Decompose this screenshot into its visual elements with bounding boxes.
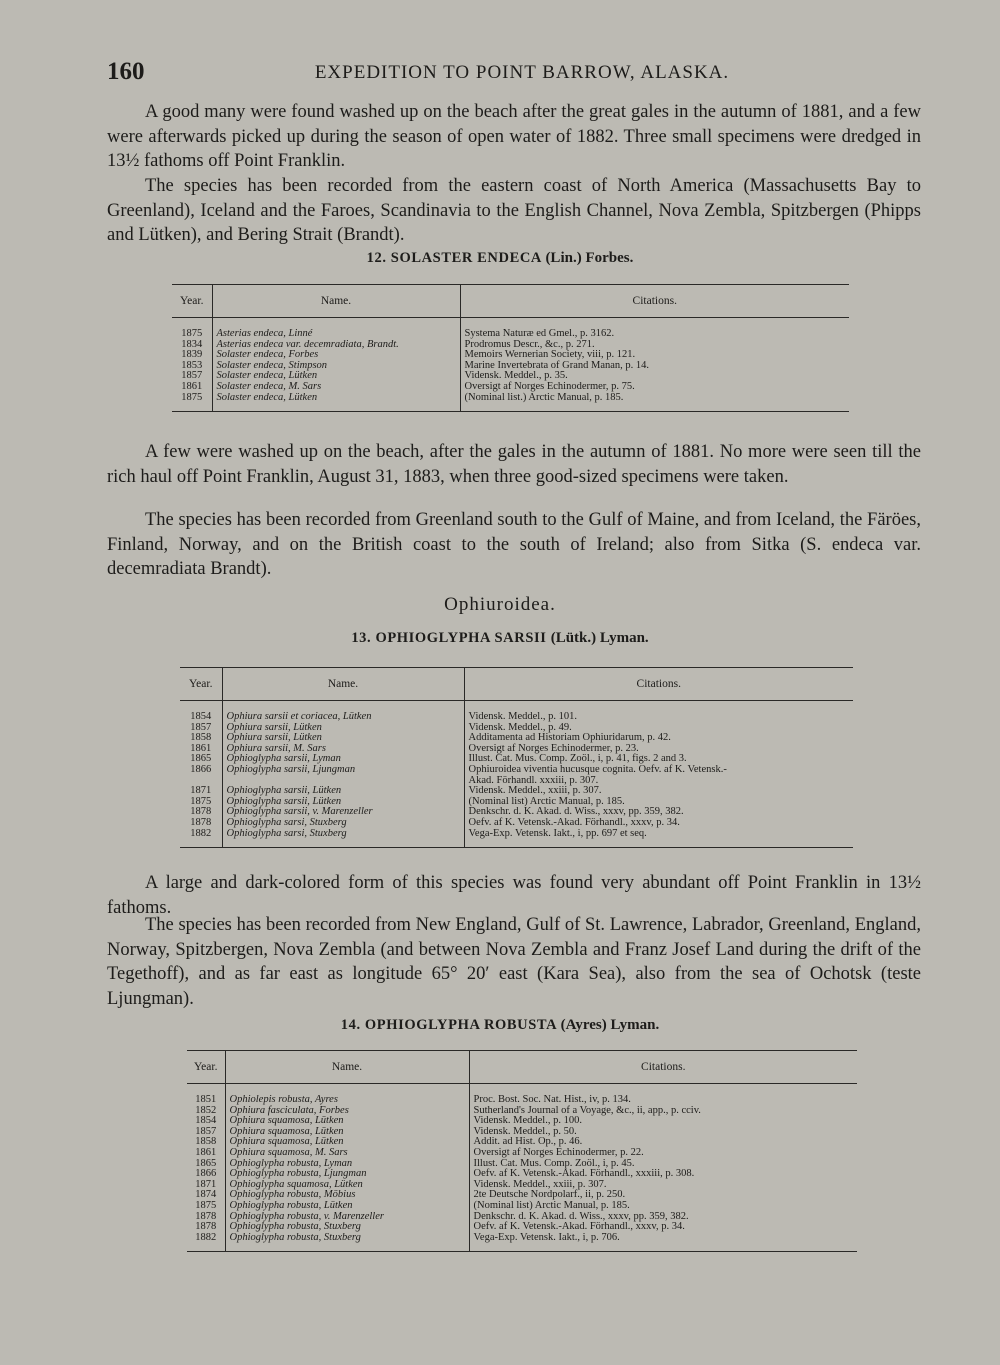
name-cell: Ophioglypha robusta, Stuxberg: [225, 1222, 469, 1233]
column-header: Name.: [225, 1051, 469, 1084]
species-name: 14. OPHIOGLYPHA ROBUSTA: [340, 1017, 557, 1033]
paragraph: The species has been recorded from the eastern coast of North America (Massachusetts Bay to Greenland), Iceland and the Faroes, Scandinavia to the English Channel, Nova Zembla, Spitzbergen (Phipps and Lütken), and Bering Strait (Brandt).: [107, 176, 921, 245]
year-cell: 1865: [187, 1159, 225, 1170]
name-cell: Ophiura squamosa, Lütken: [225, 1127, 469, 1138]
table-row: [187, 1148, 857, 1159]
citation-cell: (Nominal list) Arctic Manual, p. 185.: [468, 795, 625, 807]
year-cell: 1871: [180, 786, 222, 797]
citation-cell: Akad. Förhandl. xxxiii, p. 307.: [468, 774, 599, 786]
table-row: [172, 393, 849, 412]
paragraph: A few were washed up on the beach, after the gales in the autumn of 1881. No more were seen till the rich haul off Point Franklin, August 31, 1883, when three good-sized specimens were taken.: [107, 442, 921, 487]
year-cell: 1865: [180, 754, 222, 765]
year-cell: 1878: [187, 1222, 225, 1233]
name-cell: Ophioglypha robusta, Möbius: [225, 1190, 469, 1201]
citation-cell: Illust. Cat. Mus. Comp. Zoöl., i, p. 45.: [473, 1157, 635, 1169]
name-cell: Ophiura sarsii, Lütken: [222, 723, 464, 734]
citation-cell: Oversigt af Norges Echinodermer, p. 23.: [468, 742, 639, 754]
name-cell: Ophioglypha robusta, Ljungman: [225, 1169, 469, 1180]
name-cell: Ophioglypha robusta, v. Marenzeller: [225, 1212, 469, 1223]
name-cell: Ophiura squamosa, M. Sars: [225, 1148, 469, 1159]
year-cell: 1852: [187, 1106, 225, 1117]
name-cell: Asterias endeca var. decemradiata, Brandt.: [212, 340, 460, 351]
column-header: Year.: [172, 285, 212, 318]
column-header: Name.: [212, 285, 460, 318]
name-cell: Ophioglypha sarsii, Lyman: [222, 754, 464, 765]
year-cell: 1866: [180, 765, 222, 776]
name-cell: Ophiura squamosa, Lütken: [225, 1116, 469, 1127]
year-cell: 1854: [187, 1116, 225, 1127]
species-heading: [0, 250, 1000, 267]
citation-cell: Denkschr. d. K. Akad. d. Wiss., xxxv, pp. 359, 382.: [473, 1210, 689, 1222]
name-cell: Ophioglypha squamosa, Lütken: [225, 1180, 469, 1191]
year-cell: 1878: [180, 807, 222, 818]
column-header: Year.: [180, 668, 222, 701]
table-row: [180, 765, 853, 776]
citation-cell: Oversigt af Norges Echinodermer, p. 22.: [473, 1146, 644, 1158]
table-row: [180, 818, 853, 829]
citation-cell: Oversigt af Norges Echinodermer, p. 75.: [464, 380, 635, 392]
paragraph: A large and dark-colored form of this species was found very abundant off Point Franklin in 13½ fathoms.: [107, 873, 921, 918]
column-header: Year.: [187, 1051, 225, 1084]
year-cell: 1875: [172, 318, 212, 340]
year-cell: 1861: [180, 744, 222, 755]
species-heading: [0, 630, 1000, 647]
year-cell: 1875: [187, 1201, 225, 1212]
name-cell: Solaster endeca, M. Sars: [212, 382, 460, 393]
name-cell: Ophiura fasciculata, Forbes: [225, 1106, 469, 1117]
year-cell: 1857: [180, 723, 222, 734]
name-cell: Ophiura sarsii et coriacea, Lütken: [222, 701, 464, 723]
name-cell: Ophioglypha sarsi, Stuxberg: [222, 818, 464, 829]
year-cell: 1878: [187, 1212, 225, 1223]
name-cell: Solaster endeca, Forbes: [212, 350, 460, 361]
citation-cell: Sutherland's Journal of a Voyage, &c., ii, app., p. cciv.: [473, 1104, 701, 1116]
name-cell: Ophioglypha sarsii, Lütken: [222, 786, 464, 797]
citation-cell: Oefv. af K. Vetensk.-Akad. Förhandl., xxxv, p. 34.: [468, 816, 680, 828]
name-cell: Ophioglypha robusta, Stuxberg: [225, 1233, 469, 1252]
year-cell: 1882: [187, 1233, 225, 1252]
section-heading: Ophiuroidea.: [444, 594, 556, 615]
citation-cell: Oefv. af K. Vetensk.-Akad. Förhandl., xxxiii, p. 308.: [473, 1168, 695, 1180]
name-cell: Solaster endeca, Stimpson: [212, 361, 460, 372]
citation-cell: Vidensk. Meddel., xxiii, p. 307.: [473, 1178, 607, 1190]
name-cell: Solaster endeca, Lütken: [212, 393, 460, 412]
citation-cell: (Nominal list.) Arctic Manual, p. 185.: [464, 391, 624, 403]
name-cell: Ophiura sarsii, Lütken: [222, 733, 464, 744]
year-cell: 1875: [180, 797, 222, 808]
citation-cell: Vega-Exp. Vetensk. Iakt., i, p. 706.: [473, 1231, 620, 1243]
citation-table: [187, 1050, 857, 1252]
year-cell: 1866: [187, 1169, 225, 1180]
column-header: Citations.: [469, 1051, 857, 1084]
page-number: 160: [107, 58, 145, 85]
year-cell: 1857: [187, 1127, 225, 1138]
year-cell: 1861: [187, 1148, 225, 1159]
citation-cell: Vidensk. Meddel., p. 50.: [473, 1125, 577, 1137]
page-header: [107, 58, 937, 88]
name-cell: Ophioglypha sarsi, Stuxberg: [222, 829, 464, 848]
paragraph: The species has been recorded from Greenland south to the Gulf of Maine, and from Iceland, the Färöes, Finland, Norway, and on the British coast to the south of Ireland; also from Sitka (S. endeca var. decemradiata Brandt).: [107, 510, 921, 579]
table-row: [180, 829, 853, 848]
table-row: [172, 382, 849, 393]
column-header: Citations.: [460, 285, 849, 318]
year-cell: 1839: [172, 350, 212, 361]
year-cell: 1882: [180, 829, 222, 848]
paragraph: A good many were found washed up on the beach after the great gales in the autumn of 1881, and a few were afterwards picked up during the season of open water of 1882. Three small specimens were dredged in 13½ fathoms off Point Franklin.: [107, 102, 921, 171]
species-authority: (Lütk.) Lyman.: [550, 630, 649, 646]
name-cell: Asterias endeca, Linné: [212, 318, 460, 340]
year-cell: 1834: [172, 340, 212, 351]
citation-cell: Illust. Cat. Mus. Comp. Zoöl., i, p. 41, figs. 2 and 3.: [468, 753, 687, 765]
citation-cell: Oefv. af K. Vetensk.-Akad. Förhandl., xxxv, p. 34.: [473, 1221, 685, 1233]
citation-cell: Vidensk. Meddel., xxiii, p. 307.: [468, 785, 602, 797]
citation-cell: 2te Deutsche Nordpolarf., ii, p. 250.: [473, 1189, 626, 1201]
year-cell: 1858: [187, 1137, 225, 1148]
citation-cell: Prodromus Descr., &c., p. 271.: [464, 338, 595, 350]
name-cell: Ophiura squamosa, Lütken: [225, 1137, 469, 1148]
name-cell: Ophiolepis robusta, Ayres: [225, 1084, 469, 1106]
year-cell: 1871: [187, 1180, 225, 1191]
citation-cell: Addit. ad Hist. Op., p. 46.: [473, 1136, 583, 1148]
column-header: Name.: [222, 668, 464, 701]
citation-cell: Proc. Bost. Soc. Nat. Hist., iv, p. 134.: [473, 1094, 631, 1105]
species-name: 12. SOLASTER ENDECA: [366, 250, 542, 266]
table-row: [187, 1201, 857, 1212]
name-cell: Ophioglypha sarsii, Ljungman: [222, 765, 464, 776]
citation-cell: Ophiuroidea viventia hucusque cognita. Oefv. af K. Vetensk.-: [468, 763, 727, 775]
name-cell: Ophioglypha robusta, Lütken: [225, 1201, 469, 1212]
species-heading: [0, 1017, 1000, 1034]
citation-cell: Additamenta ad Historiam Ophiuridarum, p. 42.: [468, 732, 671, 744]
year-cell: 1858: [180, 733, 222, 744]
citation-cell: (Nominal list) Arctic Manual, p. 185.: [473, 1199, 630, 1211]
year-cell: 1874: [187, 1190, 225, 1201]
paragraph: The species has been recorded from New England, Gulf of St. Lawrence, Labrador, Greenland, England, Norway, Spitzbergen, Nova Zembla (and between Nova Zembla and Franz Josef Land during the drift of the Tegethoff), and as far east as longitude 65° 20′ east (Kara Sea), also from the sea of Ochotsk (teste Ljungman).: [107, 915, 921, 1009]
running-title: EXPEDITION TO POINT BARROW, ALASKA.: [314, 62, 730, 83]
citation-cell: Denkschr. d. K. Akad. d. Wiss., xxxv, pp. 359, 382.: [468, 806, 684, 818]
year-cell: 1853: [172, 361, 212, 372]
year-cell: 1878: [180, 818, 222, 829]
year-cell: 1851: [187, 1084, 225, 1106]
table-row: [187, 1233, 857, 1252]
citation-table: [180, 667, 853, 848]
citation-cell: Vidensk. Meddel., p. 35.: [464, 370, 568, 382]
year-cell: 1875: [172, 393, 212, 412]
name-cell: Solaster endeca, Lütken: [212, 371, 460, 382]
citation-cell: Vidensk. Meddel., p. 101.: [468, 711, 577, 722]
species-authority: (Lin.) Forbes.: [545, 250, 634, 266]
year-cell: 1854: [180, 701, 222, 723]
name-cell: Ophioglypha sarsii, Lütken: [222, 797, 464, 808]
year-cell: 1861: [172, 382, 212, 393]
name-cell: Ophioglypha sarsii, v. Marenzeller: [222, 807, 464, 818]
citation-cell: Vidensk. Meddel., p. 49.: [468, 721, 572, 733]
species-name: 13. OPHIOGLYPHA SARSII: [351, 630, 547, 646]
name-cell: Ophioglypha robusta, Lyman: [225, 1159, 469, 1170]
year-cell: 1857: [172, 371, 212, 382]
column-header: Citations.: [464, 668, 853, 701]
table-row: [180, 701, 853, 723]
species-authority: (Ayres) Lyman.: [560, 1017, 660, 1033]
table-row: [172, 318, 849, 340]
citation-cell: Memoirs Wernerian Society, viii, p. 121.: [464, 349, 636, 361]
citation-cell: Marine Invertebrata of Grand Manan, p. 14.: [464, 359, 650, 371]
name-cell: Ophiura sarsii, M. Sars: [222, 744, 464, 755]
citation-cell: Vega-Exp. Vetensk. Iakt., i, pp. 697 et seq.: [468, 827, 647, 839]
citation-cell: Systema Naturæ ed Gmel., p. 3162.: [464, 328, 615, 339]
citation-table: [172, 284, 849, 412]
table-row: [187, 1084, 857, 1106]
citation-cell: Vidensk. Meddel., p. 100.: [473, 1115, 582, 1127]
